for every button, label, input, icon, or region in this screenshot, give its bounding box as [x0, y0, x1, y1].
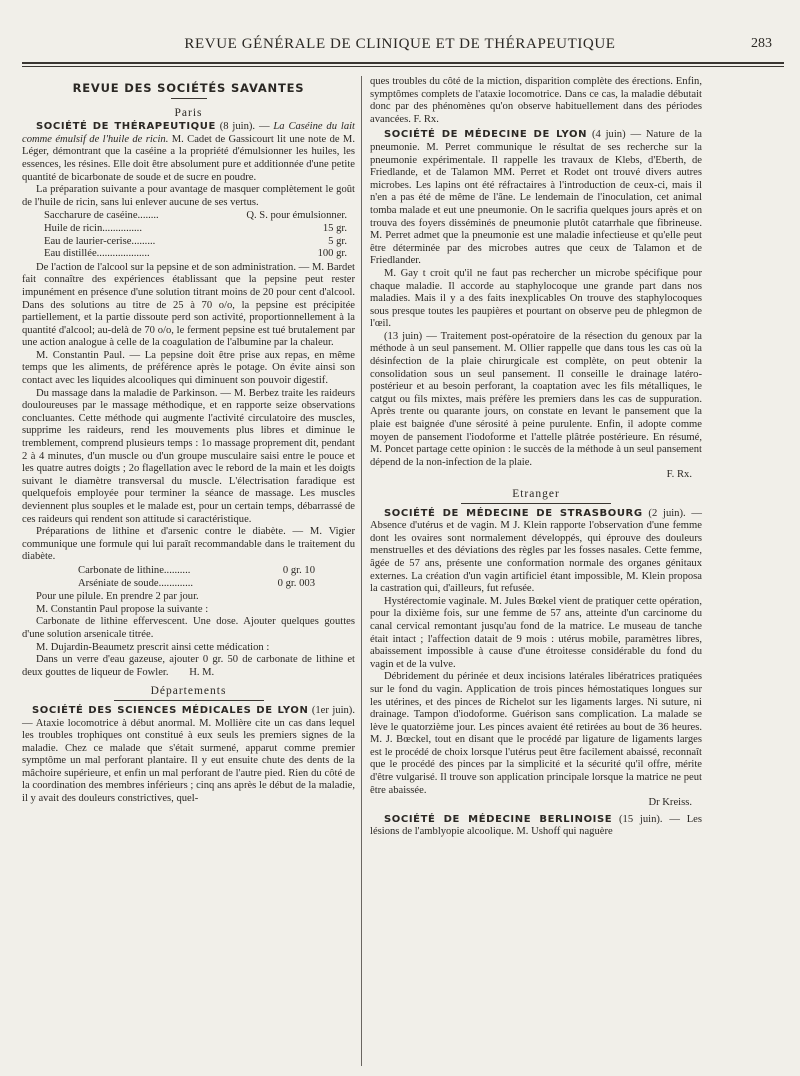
- continuation-text: ques troubles du côté de la miction, disparition complète des érections. Enfin, symptômes complets de l'ataxie locomotrice. Dans ce cas, la maladie débutait donc par des phénomènes qu'on observe habituellement dans des périodes avancées.: [370, 76, 702, 125]
- entry-text: (15 juin). — Les lésions de l'amblyopie alcoolique. M. Ushoff qui naguère: [370, 813, 702, 838]
- entry-text: (1er juin). — Ataxie locomotrice à début anormal. M. Mollière cite un cas dans lequel les troubles trophiques ont constitué à eux seuls les premiers signes de la maladie. Chez ce malade que s'était surmené, apparut comme premier symptôme un mal perforant plantaire. Il y eut ensuite chute des dents de la mâchoire supérieure, et enfin un mal perforant de l'autre pied. Rien du côté de la coordination des membres inférieurs ; cinq ans après le début de la maladie, il y avait des douleurs constrictives, quel-: [22, 704, 355, 805]
- entry-topic: La Caséine du lait comme émulsif de l'huile de ricin.: [22, 121, 356, 145]
- right-column: [370, 76, 702, 839]
- entry-text: M. Cadet de Gassicourt lit une note de M. Léger, démontrant que la caséine a la propriété d'émulsionner les huiles, les essences, les résines. Elle doit être absolument pure et additionnée d'une petite quantité de bicarbonate de soude et de sucre en poudre.: [22, 133, 355, 183]
- column-divider: [361, 76, 362, 1066]
- society-name: SOCIÉTÉ DE THÉRAPEUTIQUE: [36, 121, 216, 133]
- society-name: SOCIÉTÉ DE MÉDECINE BERLINOISE: [384, 813, 613, 825]
- signature: F. Rx.: [666, 469, 692, 481]
- continuation: [370, 76, 702, 126]
- section-title: REVUE DES SOCIÉTÉS SAVANTES: [72, 81, 305, 95]
- lyon-sciences-entry: [22, 705, 355, 806]
- recipe-row: [44, 236, 355, 249]
- header-rule: [22, 62, 784, 64]
- section-rule: [171, 98, 207, 99]
- recipe-item: Eau de laurier-cerise.........: [44, 235, 156, 247]
- recipe-row: [78, 578, 355, 591]
- signature: F. Rx.: [413, 113, 439, 125]
- recipe-qty: Q. S. pour émulsionner.: [246, 210, 347, 222]
- recipe-item: Saccharure de caséine........: [44, 210, 159, 222]
- subhead-etranger: Etranger: [512, 488, 560, 500]
- signature: Dr Kreiss.: [648, 797, 692, 809]
- recipe-row: [44, 223, 355, 236]
- recipe-qty: 5 gr.: [328, 235, 347, 247]
- strasbourg-entry: [370, 508, 702, 596]
- lyon-medecine-entry: [370, 129, 702, 268]
- signature: H. M.: [189, 666, 215, 678]
- running-title: REVUE GÉNÉRALE DE CLINIQUE ET DE THÉRAPEUTIQUE: [184, 36, 616, 52]
- subhead-rule: [114, 700, 264, 701]
- recipe-row: [78, 565, 355, 578]
- paragraph-debridement: Débridement du périnée et deux incisions latérales libératrices pratiquées sur le fond du vagin. Application de trois pinces hémostatiques longues sur les utérines, et des pinces de Richelot sur les ligaments larges. Ni suture, ni drainage. Tampon d'iodoforme. Guérison sans complication. La malade se lève le quatorzième jour. Les pinces avaient été retirées au bout de 36 heures. M. J. Bœckel, tout en disant que le procédé par ligature de ligaments larges est le procédé de choix lorsque l'utérus peut être facilement abaissé, reconnaît que le procédé des pinces par la simplicité et la sécurité qu'il offre, mérite d'être vulgarisé. Il trouve son application principale lorsque la matrice ne peut être abaissée.: [370, 671, 702, 796]
- recipe-item: Huile de ricin...............: [44, 222, 142, 234]
- society-name: SOCIÉTÉ DES SCIENCES MÉDICALES DE LYON: [32, 704, 309, 716]
- paragraph-hysterectomie: Hystérectomie vaginale. M. Jules Bœkel vient de pratiquer cette opération, pour la dixième fois, sur une femme de 57 ans, atteinte d'un carcinome du canal cervical remontant jusqu'au fond de la matrice. Le museau de tanche était intact ; l'affection datait de 9 mois : utérus mobile, paramètres libres, abaissement impossible à cause d'une étroitesse considérable du fond du vagin et de la vulve.: [370, 595, 702, 670]
- paragraph-gay: M. Gay t croit qu'il ne faut pas rechercher un microbe spécifique pour chaque maladie. Il accorde au staphylocoque une grande part dans nos maladies. Mais il y a des faits inexplicables On trouve des staphylocoques sous presque toutes les paupières et pourtant on observe peu de phlegmon de l'œil.: [370, 267, 702, 330]
- entry-date: (8 juin). —: [219, 121, 270, 133]
- recipe-item: Carbonate de lithine..........: [78, 564, 191, 576]
- society-name: SOCIÉTÉ DE MÉDECINE DE STRASBOURG: [384, 507, 643, 519]
- berlin-entry: [370, 814, 702, 839]
- society-name: SOCIÉTÉ DE MÉDECINE DE LYON: [384, 129, 588, 141]
- subhead-rule: [461, 503, 611, 504]
- therapeutique-entry: [22, 121, 355, 184]
- paragraph-alcool: De l'action de l'alcool sur la pepsine et de son administration. — M. Bardet fait connaître des expériences établissant que la pepsine peut rester impunément en présence d'une solution titrant moins de 20 pour cent d'alcool. Dans des solutions au titre de 25 à 70 o/o, la pepsine est précipitée partiellement, et la partie dissoute perd son activité, proportionnellement à la quantité d'alcool; au-delà de 70 o/o, le ferment pepsine est tué brutalement par une action analogue à celle de la coagulation de l'albumine par la chaleur.: [22, 261, 355, 349]
- recipe-qty: 0 gr. 10: [282, 564, 315, 576]
- paragraph-massage: Du massage dans la maladie de Parkinson. — M. Berbez traite les raideurs douloureuses par le massage méthodique, et en rapporte seize observations concluantes. Cette méthode qui augmente l'activité circulatoire des muscles, supprime les raideurs, rend les mouvements plus libres et diminue le tremblement, comprend plusieurs temps : 1o massage proprement dit, pendant 2 à 4 minutes, d'un muscle ou d'un groupe musculaire saisi entre le pouce et les quatre autres doigts ; 2o flagellation avec le rebord de la main et les doigts suivant le diamètre transversal du muscle. L'électrisation faradique est quelquefois employée pour terminer la séance de massage. Les muscles deviennent plus souples et le malade est, pour un certain temps, débarrassé de ces raideurs qui rendent son attitude si caractéristique.: [22, 387, 355, 525]
- subhead-paris: Paris: [174, 106, 203, 119]
- recipe-ricin: [22, 210, 355, 260]
- entry-text: (2 juin). — Absence d'utérus et de vagin. M J. Klein rapporte l'observation d'une femme dont les ovaires sont normalement développés, qui éprouve des douleurs menstruelles et des déviations des règles par les fosses nasales. Cette femme, âgée de 57 ans, présente une conformation normale des organes génitaux externes. La création d'un vagin artificiel étant impossible, M. Klein proposa la castration qui, d'ailleurs, fut refusée.: [370, 507, 703, 595]
- paragraph-verre: [22, 654, 355, 679]
- recipe-item: Eau distillée....................: [44, 248, 150, 260]
- recipe-qty: 0 gr. 003: [277, 577, 315, 589]
- header-rule-thin: [22, 66, 784, 67]
- left-column: [22, 76, 355, 806]
- paragraph-paul: M. Constantin Paul. — La pepsine doit être prise aux repas, en même temps que les aliments, de préférence après le potage. On évite ainsi son contact avec les liquides alcooliques qui diminuent son pouvoir digestif.: [22, 349, 355, 387]
- recipe-lithine: [22, 565, 355, 590]
- paragraph-paul2: M. Constantin Paul propose la suivante :: [36, 603, 209, 615]
- page-number: 283: [751, 36, 772, 51]
- paragraph-dujardin: M. Dujardin-Beaumetz prescrit ainsi cette médication :: [36, 641, 270, 653]
- recipe-qty: 100 gr.: [317, 248, 347, 260]
- paragraph-carbonate: Carbonate de lithine effervescent. Une dose. Ajouter quelques gouttes d'une solution arsenicale titrée.: [22, 616, 355, 640]
- recipe-qty: 15 gr.: [322, 222, 347, 234]
- page-header: [0, 36, 800, 60]
- paragraph: La préparation suivante a pour avantage de masquer complètement le goût de l'huile de ricin, sans lui enlever aucune de ses vertus.: [22, 184, 355, 208]
- recipe-row: [44, 248, 355, 261]
- subhead-departements: Départements: [150, 685, 227, 698]
- recipe-row: [44, 210, 355, 223]
- recipe-item: Arséniate de soude.............: [78, 577, 194, 589]
- paragraph-lithine: Préparations de lithine et d'arsenic contre le diabète. — M. Vigier communique une formule qui lui paraît recommandable dans le traitement du diabète.: [22, 526, 355, 563]
- paragraph-ollier: (13 juin) — Traitement post-opératoire de la résection du genoux par la méthode à un seul pansement. M. Ollier rappelle que dans tous les cas où la désinfection de la plaie chirurgicale est complète, on peut obtenir la consolidation sous un seul pansement. Il conseille le drainage latéro-postérieur et au besoin perforant, la coaptation avec les fils métalliques, le catgut ou fils mixtes, mais préfère les premiers dans les cas de suppuration. Après trente ou quarante jours, on constate en levant le pansement que la plaie est baignée d'une sérosité à peine purulente. Enfin, il adopte comme moyen de pansement l'iodoforme et l'attelle plâtrée postérieure. En résumé, M. Poncet partage cette opinion : le succès de la méthode à un seul pansement dépend de la non-infection de la plaie.: [370, 330, 702, 468]
- paragraph-pilule: Pour une pilule. En prendre 2 par jour.: [36, 591, 199, 603]
- verre-text: Dans un verre d'eau gazeuse, ajouter 0 gr. 50 de carbonate de lithine et deux gouttes de liqueur de Fowler.: [22, 654, 355, 678]
- entry-text: (4 juin) — Nature de la pneumonie. M. Perret communique le résultat de ses recherche sur la pneumonie expérimentale. Il rappelle les travaux de Klebs, d'Eberth, de Friedlande, et de Talamon MM. Perret et Rodet ont trouvé divers autres microbes. Les lapins ont été réfractaires à l'introduction de ceux-ci, mais il n'en a pas été de même de l'âne. Le lendemain de l'inoculation, cet animal tomba malade et eut une pneumonie. On le sacrifia quelques jours après et on trouva des foyers disséminés de pneumonie plutôt catarrhale que fibrineuse. M. Perret admet que la pneumonie est une maladie infectieuse et qu'elle peut être déterminée par des microbes autres que ceux de Talamon et de Friedlander.: [370, 129, 702, 267]
